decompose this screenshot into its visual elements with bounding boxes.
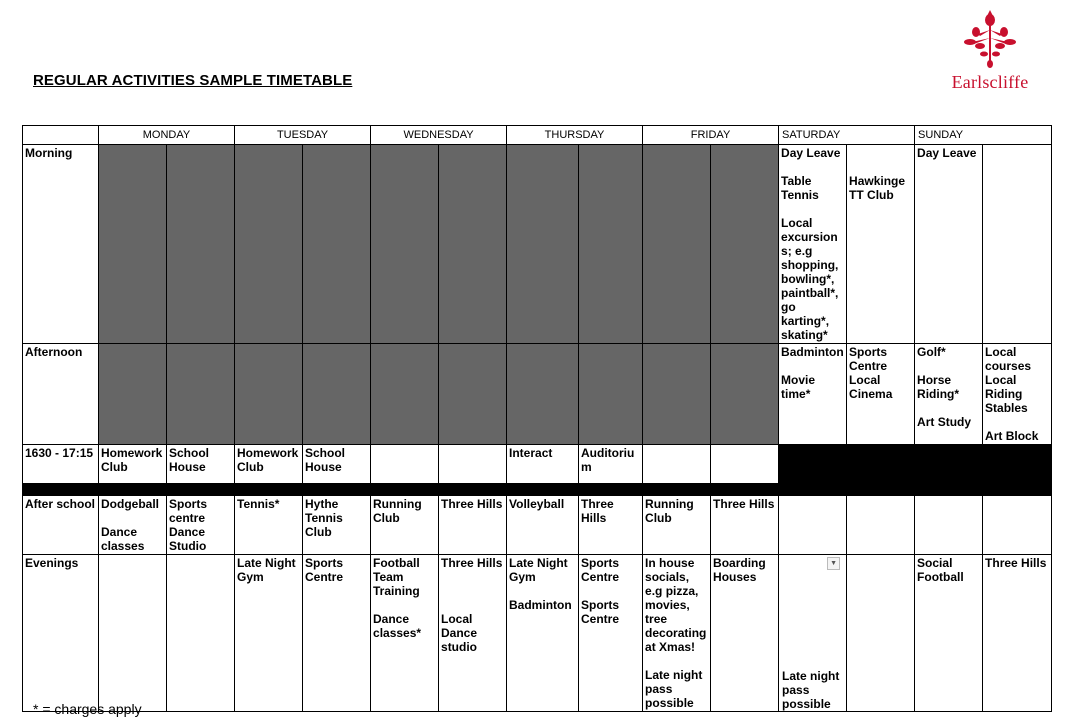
cell-after-friday-activity[interactable]: Running Club — [643, 496, 711, 555]
cell-blocked — [439, 344, 507, 445]
cell-evening-saturday-activity[interactable] — [779, 555, 847, 712]
cell-after-saturday-location[interactable] — [847, 496, 915, 555]
cell-after-tuesday-activity[interactable]: Tennis* — [235, 496, 303, 555]
row-label-evenings[interactable]: Evenings — [23, 555, 99, 712]
table-row-1630 — [23, 445, 1052, 484]
cell-evening-sunday-activity[interactable]: Social Football — [915, 555, 983, 712]
timetable — [22, 125, 1052, 712]
separator-bar — [23, 484, 1052, 496]
cell-1630-tuesday-location[interactable]: School House — [303, 445, 371, 484]
cell-evening-wednesday-location[interactable]: Three Hills Local Dance studio — [439, 555, 507, 712]
cell-blocked — [235, 145, 303, 344]
separator-row — [23, 484, 1052, 496]
footnote: * = charges apply — [33, 701, 142, 717]
cell-1630-thursday-activity[interactable]: Interact — [507, 445, 579, 484]
header-corner — [23, 126, 99, 145]
page-title: REGULAR ACTIVITIES SAMPLE TIMETABLE — [33, 72, 353, 89]
cell-afternoon-saturday-location[interactable]: Sports Centre Local Cinema — [847, 344, 915, 445]
cell-blocked — [235, 344, 303, 445]
cell-1630-monday-location[interactable]: School House — [167, 445, 235, 484]
cell-blocked — [507, 344, 579, 445]
cell-blocked — [167, 344, 235, 445]
cell-blocked — [371, 145, 439, 344]
cell-blocked — [579, 344, 643, 445]
day-header-monday: MONDAY — [99, 126, 235, 145]
cell-after-thursday-activity[interactable]: Volleyball — [507, 496, 579, 555]
cell-morning-saturday-location[interactable]: Hawkinge TT Club — [847, 145, 915, 344]
row-label-after-school[interactable]: After school — [23, 496, 99, 555]
day-header-friday: FRIDAY — [643, 126, 779, 145]
day-header-saturday: SATURDAY — [779, 126, 915, 145]
table-row-after-school — [23, 496, 1052, 555]
cell-evening-tuesday-location[interactable]: Sports Centre — [303, 555, 371, 712]
cell-blocked — [99, 344, 167, 445]
cell-blocked — [99, 145, 167, 344]
cell-blocked — [579, 145, 643, 344]
row-label-morning[interactable]: Morning — [23, 145, 99, 344]
cell-evening-saturday-location[interactable] — [847, 555, 915, 712]
cell-1630-tuesday-activity[interactable]: Homework Club — [235, 445, 303, 484]
cell-afternoon-sunday-activity[interactable]: Golf* Horse Riding* Art Study — [915, 344, 983, 445]
cell-after-saturday-activity[interactable] — [779, 496, 847, 555]
cell-morning-sunday-location[interactable] — [983, 145, 1052, 344]
row-label-1630[interactable]: 1630 - 17:15 — [23, 445, 99, 484]
logo-wordmark: Earlscliffe — [951, 72, 1029, 92]
table-header-row — [23, 126, 1052, 145]
cell-1630-wednesday-location[interactable] — [439, 445, 507, 484]
day-header-sunday: SUNDAY — [915, 126, 1052, 145]
cell-after-monday-activity[interactable]: Dodgeball Dance classes — [99, 496, 167, 555]
cell-blocked — [711, 145, 779, 344]
cell-evening-wednesday-activity[interactable]: Football Team Training Dance classes* — [371, 555, 439, 712]
cell-morning-sunday-activity[interactable]: Day Leave — [915, 145, 983, 344]
cell-evening-friday-location[interactable]: Boarding Houses — [711, 555, 779, 712]
table-row-evenings — [23, 555, 1052, 712]
row-label-afternoon[interactable]: Afternoon — [23, 344, 99, 445]
cell-afternoon-sunday-location[interactable]: Local courses Local Riding Stables Art Block — [983, 344, 1052, 445]
cell-after-tuesday-location[interactable]: Hythe Tennis Club — [303, 496, 371, 555]
cell-1630-friday-location[interactable] — [711, 445, 779, 484]
cell-1630-wednesday-activity[interactable] — [371, 445, 439, 484]
cell-blocked — [303, 145, 371, 344]
cell-after-wednesday-location[interactable]: Three Hills — [439, 496, 507, 555]
cell-blocked — [371, 344, 439, 445]
cell-blocked — [507, 145, 579, 344]
cell-evening-thursday-location[interactable]: Sports Centre Sports Centre — [579, 555, 643, 712]
cell-morning-saturday-activity[interactable]: Day Leave Table Tennis Local excursions; e.g shopping, bowling*, paintball*, go karting*, skating* — [779, 145, 847, 344]
cell-evening-friday-activity[interactable]: In house socials, e.g pizza, movies, tree decorating at Xmas! Late night pass possible — [643, 555, 711, 712]
rose-emblem-icon — [962, 8, 1018, 70]
cell-blocked — [439, 145, 507, 344]
chevron-down-icon[interactable]: ▼ — [827, 557, 840, 570]
cell-after-friday-location[interactable]: Three Hills — [711, 496, 779, 555]
table-row-morning — [23, 145, 1052, 344]
cell-blocked-weekend — [779, 445, 1052, 484]
cell-after-monday-location[interactable]: Sports centre Dance Studio — [167, 496, 235, 555]
day-header-tuesday: TUESDAY — [235, 126, 371, 145]
cell-blocked — [303, 344, 371, 445]
cell-evening-monday-location[interactable] — [167, 555, 235, 712]
cell-blocked — [711, 344, 779, 445]
cell-evening-tuesday-activity[interactable]: Late Night Gym — [235, 555, 303, 712]
cell-1630-monday-activity[interactable]: Homework Club — [99, 445, 167, 484]
cell-1630-thursday-location[interactable]: Auditorium — [579, 445, 643, 484]
cell-blocked — [167, 145, 235, 344]
table-row-afternoon — [23, 344, 1052, 445]
cell-after-sunday-activity[interactable] — [915, 496, 983, 555]
cell-blocked — [643, 344, 711, 445]
cell-after-wednesday-activity[interactable]: Running Club — [371, 496, 439, 555]
cell-after-sunday-location[interactable] — [983, 496, 1052, 555]
day-header-wednesday: WEDNESDAY — [371, 126, 507, 145]
cell-evening-thursday-activity[interactable]: Late Night Gym Badminton — [507, 555, 579, 712]
cell-afternoon-saturday-activity[interactable]: Badminton Movie time* — [779, 344, 847, 445]
cell-evening-saturday-text: Late night pass possible — [782, 669, 840, 711]
cell-blocked — [643, 145, 711, 344]
cell-1630-friday-activity[interactable] — [643, 445, 711, 484]
cell-after-thursday-location[interactable]: Three Hills — [579, 496, 643, 555]
day-header-thursday: THURSDAY — [507, 126, 643, 145]
cell-evening-monday-activity[interactable] — [99, 555, 167, 712]
cell-evening-sunday-location[interactable]: Three Hills — [983, 555, 1052, 712]
logo — [944, 8, 1036, 94]
